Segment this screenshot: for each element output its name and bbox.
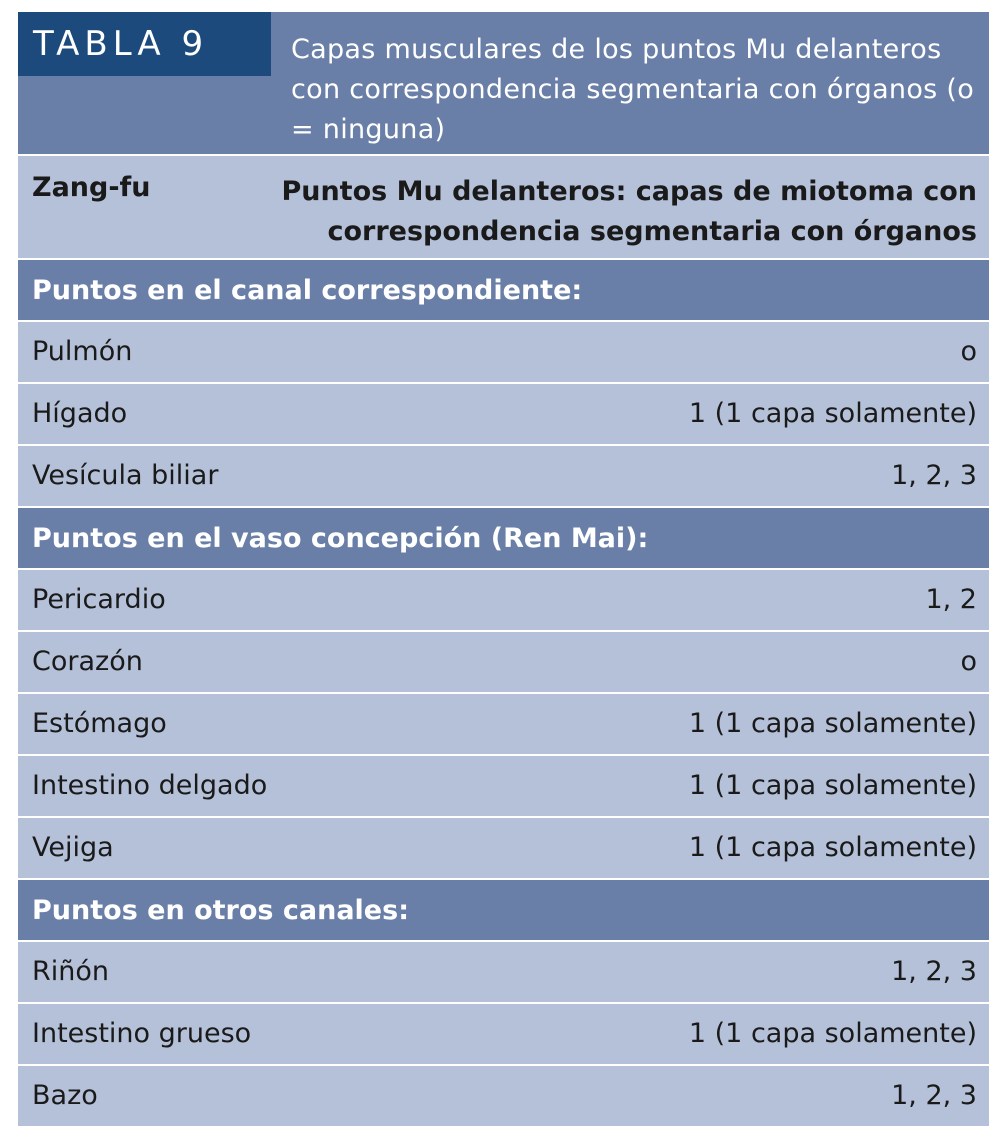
section-heading: Puntos en otros canales: <box>18 878 989 940</box>
organ-name: Vejiga <box>32 832 114 863</box>
table-row <box>18 940 989 1002</box>
layer-value: 1, 2, 3 <box>891 460 977 491</box>
layer-value: 1 (1 capa solamente) <box>688 398 977 429</box>
table-row <box>18 630 989 692</box>
table-row <box>18 444 989 506</box>
table-9 <box>18 12 989 1126</box>
organ-name: Estómago <box>32 708 167 739</box>
table-header <box>18 12 989 154</box>
table-row <box>18 1064 989 1126</box>
table-row <box>18 754 989 816</box>
layer-value: 1 (1 capa solamente) <box>688 1018 977 1049</box>
organ-name: Pulmón <box>32 336 133 367</box>
table-row <box>18 382 989 444</box>
organ-name: Corazón <box>32 646 143 677</box>
table-row <box>18 692 989 754</box>
layer-value: 1 (1 capa solamente) <box>688 770 977 801</box>
table-row <box>18 568 989 630</box>
column-header-mu-points: Puntos Mu delanteros: capas de miotoma con correspondencia segmentaria con órganos <box>281 176 977 247</box>
table-row <box>18 816 989 878</box>
table-row <box>18 320 989 382</box>
organ-name: Vesícula biliar <box>32 460 219 491</box>
layer-value: 1, 2, 3 <box>891 956 977 987</box>
layer-value: 1 (1 capa solamente) <box>688 708 977 739</box>
layer-value: o <box>960 646 977 677</box>
organ-name: Hígado <box>32 398 128 429</box>
layer-value: 1, 2 <box>925 584 977 615</box>
column-header-zang-fu: Zang-fu <box>32 172 151 203</box>
table-body <box>18 258 989 1126</box>
column-headers <box>18 154 989 258</box>
table-row <box>18 1002 989 1064</box>
organ-name: Pericardio <box>32 584 166 615</box>
section-heading: Puntos en el canal correspondiente: <box>18 258 989 320</box>
layer-value: 1 (1 capa solamente) <box>688 832 977 863</box>
section-heading: Puntos en el vaso concepción (Ren Mai): <box>18 506 989 568</box>
table-label: TABLA 9 <box>18 12 271 76</box>
organ-name: Intestino grueso <box>32 1018 252 1049</box>
organ-name: Riñón <box>32 956 110 987</box>
organ-name: Intestino delgado <box>32 770 268 801</box>
organ-name: Bazo <box>32 1080 98 1111</box>
layer-value: 1, 2, 3 <box>891 1080 977 1111</box>
table-title: Capas musculares de los puntos Mu delanteros con correspondencia segmentaria con órganos (o = ninguna) <box>291 34 975 145</box>
layer-value: o <box>960 336 977 367</box>
